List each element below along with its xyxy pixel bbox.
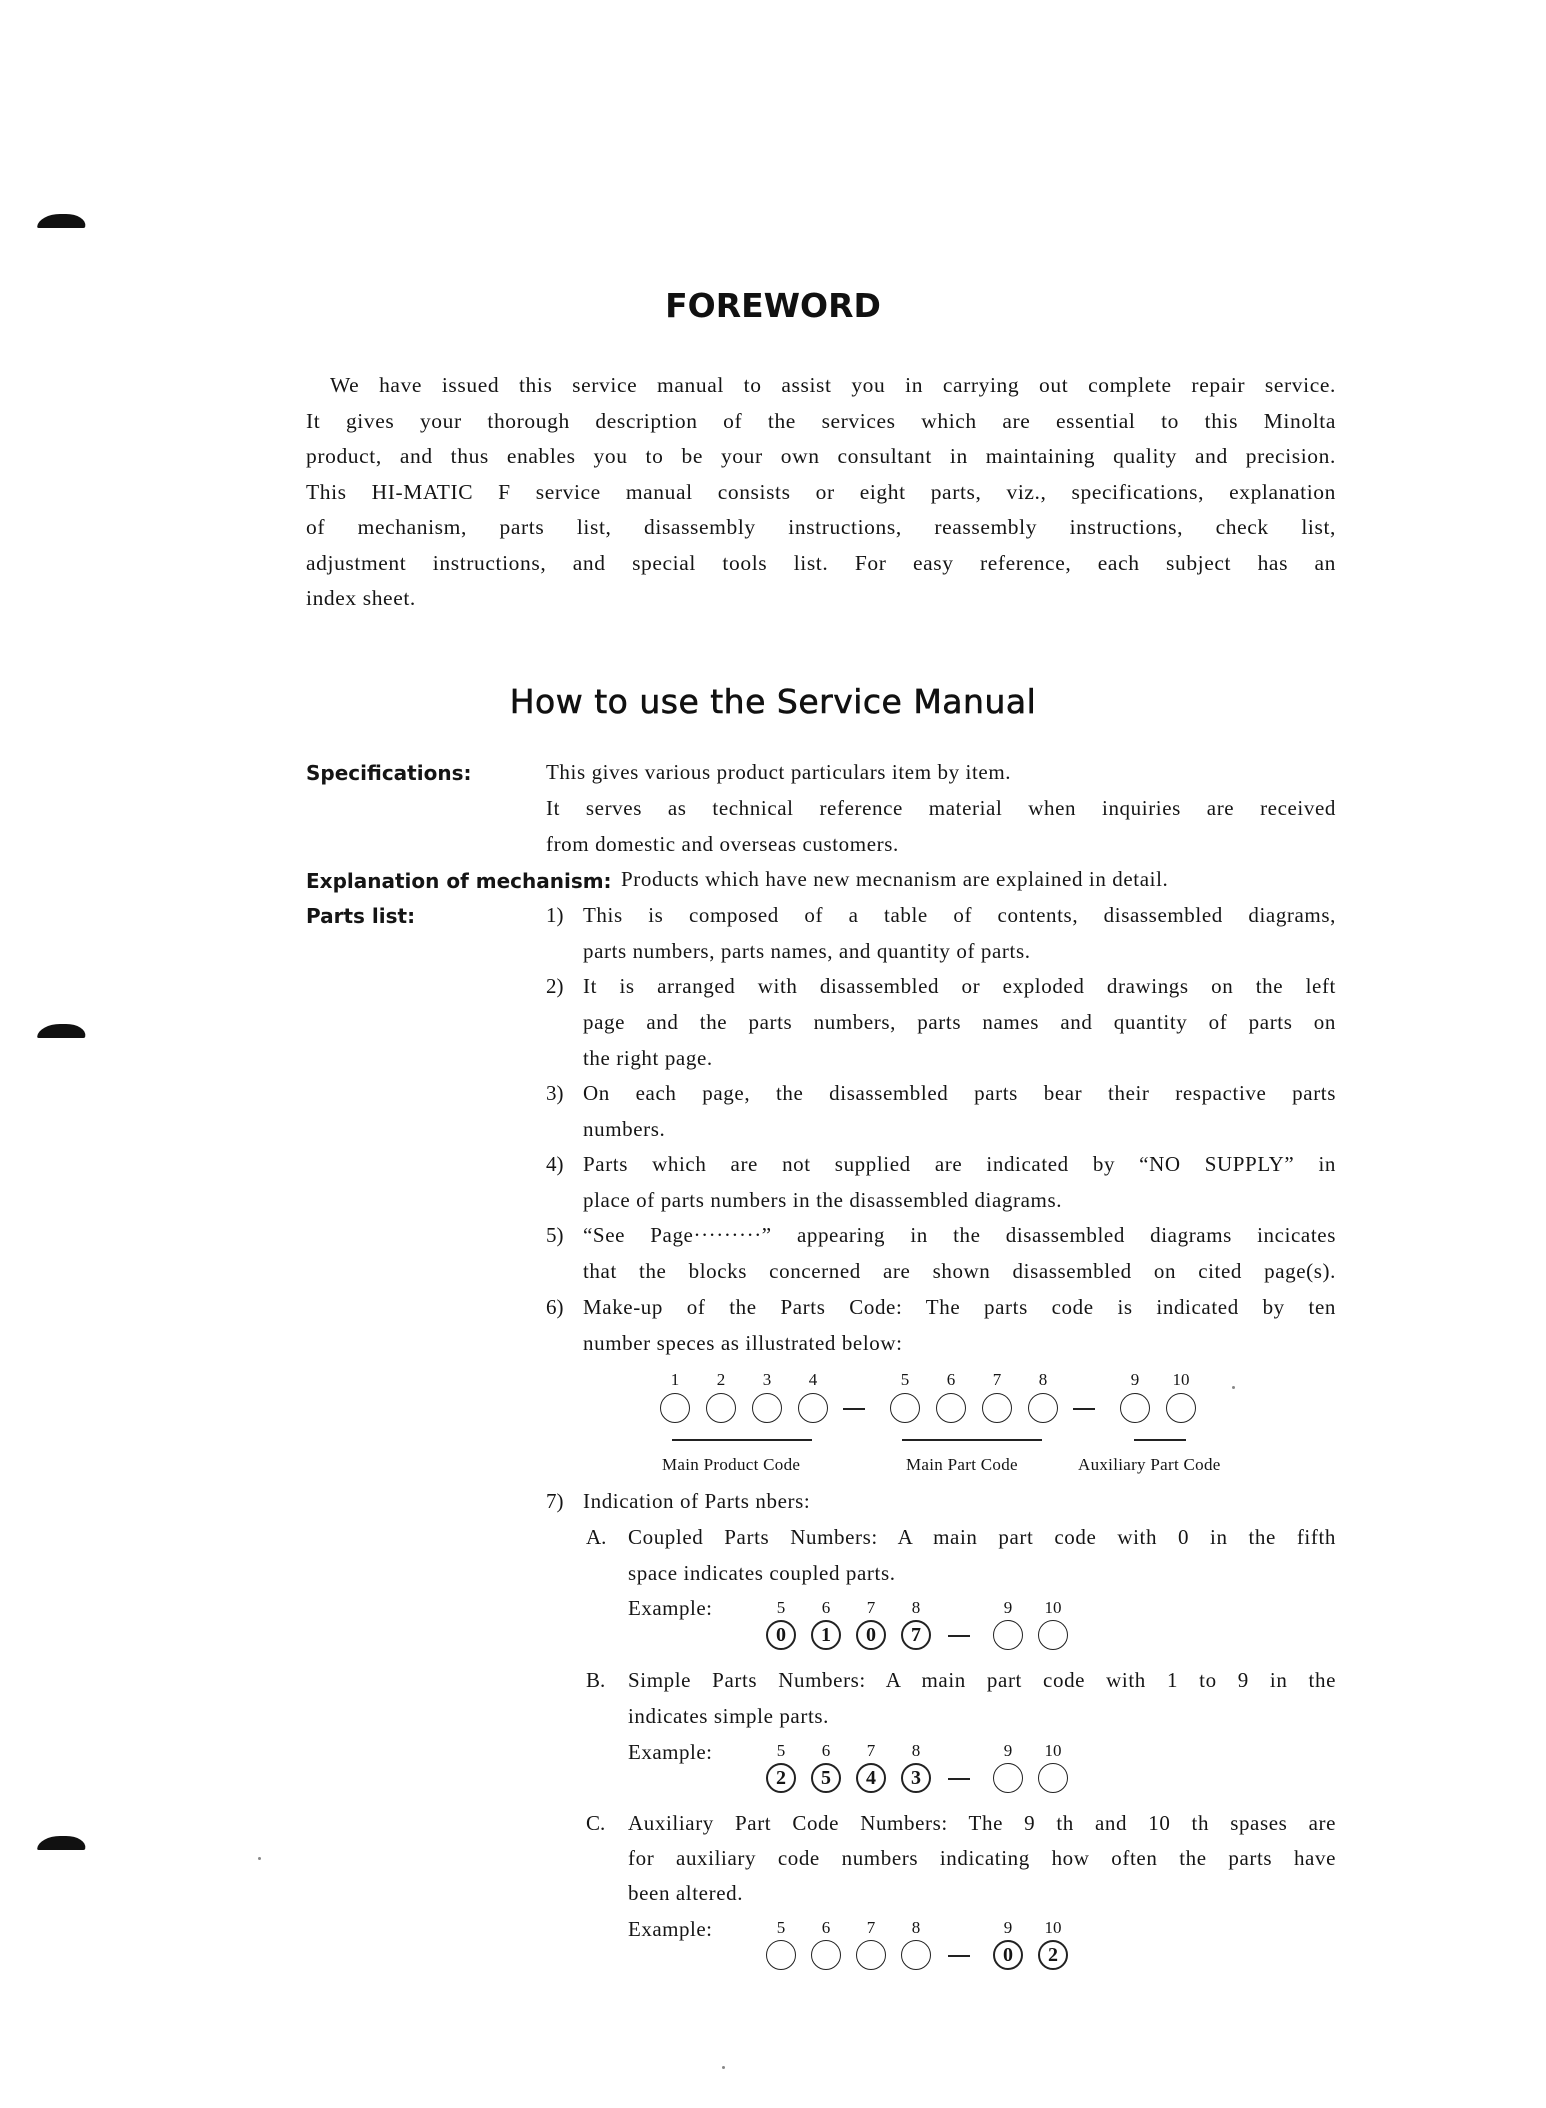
code-value-circle: 2 xyxy=(766,1763,796,1793)
specifications-line: It serves as technical reference material when inquiries are received xyxy=(546,796,1336,820)
sub-item-letter: B. xyxy=(586,1668,606,1692)
foreword-line: adjustment instructions, and special tools list. For easy reference, each subject has an xyxy=(306,550,1336,575)
item-line: Make-up of the Parts Code: The parts code is indicated by ten xyxy=(583,1295,1336,1319)
code-space-circle xyxy=(901,1940,931,1970)
code-space-circle xyxy=(1038,1620,1068,1650)
code-digit: 5 xyxy=(776,1598,786,1617)
item-line: Indication of Parts nbers: xyxy=(583,1489,811,1513)
code-digit: 9 xyxy=(1130,1370,1140,1389)
code-digit: 3 xyxy=(762,1370,772,1389)
code-digit: 8 xyxy=(911,1918,921,1937)
code-space-circle xyxy=(993,1620,1023,1650)
punch-hole-mark xyxy=(37,1836,87,1850)
item-number: 5) xyxy=(546,1223,564,1247)
example-label: Example: xyxy=(628,1596,713,1620)
foreword-body xyxy=(306,368,1336,617)
punch-hole-mark xyxy=(37,214,87,228)
code-space-circle xyxy=(798,1393,828,1423)
code-digit: 7 xyxy=(866,1598,876,1617)
code-space-circle xyxy=(890,1393,920,1423)
code-separator xyxy=(948,1955,970,1957)
code-value-circle: 5 xyxy=(811,1763,841,1793)
code-digit: 6 xyxy=(821,1918,831,1937)
sub-item-line: for auxiliary code numbers indicating how often the parts have xyxy=(628,1846,1336,1870)
code-space-circle xyxy=(752,1393,782,1423)
code-space-circle xyxy=(706,1393,736,1423)
code-group-underline xyxy=(1134,1439,1186,1441)
sub-item-line: space indicates coupled parts. xyxy=(628,1561,896,1585)
code-digit: 7 xyxy=(866,1918,876,1937)
code-value-circle: 3 xyxy=(901,1763,931,1793)
foreword-line: This HI-MATIC F service manual consists or eight parts, viz., specifications, explanation xyxy=(306,479,1336,504)
code-space-circle xyxy=(1166,1393,1196,1423)
sub-item-letter: C. xyxy=(586,1811,606,1835)
foreword-line: product, and thus enables you to be your own consultant in maintaining quality and precision. xyxy=(306,444,1336,468)
code-digit: 6 xyxy=(821,1598,831,1617)
example-label: Example: xyxy=(628,1917,713,1941)
code-value-circle: 2 xyxy=(1038,1940,1068,1970)
foreword-title: FOREWORD xyxy=(665,286,881,325)
code-digit: 10 xyxy=(1044,1741,1062,1760)
code-group-underline xyxy=(902,1439,1042,1441)
code-digit: 10 xyxy=(1044,1598,1062,1617)
foreword-line: We have issued this service manual to assist you in carrying out complete repair service. xyxy=(330,373,1336,397)
code-value-circle: 1 xyxy=(811,1620,841,1650)
code-space-circle xyxy=(1038,1763,1068,1793)
code-digit: 2 xyxy=(716,1370,726,1389)
specifications-line: from domestic and overseas customers. xyxy=(546,832,899,856)
code-space-circle xyxy=(1028,1393,1058,1423)
item-line: page and the parts numbers, parts names and quantity of parts on xyxy=(583,1010,1336,1034)
sub-item-line: been altered. xyxy=(628,1881,744,1905)
code-digit: 8 xyxy=(1038,1370,1048,1389)
code-digit: 9 xyxy=(1003,1918,1013,1937)
code-space-circle xyxy=(936,1393,966,1423)
code-space-circle xyxy=(982,1393,1012,1423)
item-number: 7) xyxy=(546,1489,564,1513)
example-label: Example: xyxy=(628,1740,713,1764)
specifications-label: Specifications: xyxy=(306,761,472,785)
foreword-line: of mechanism, parts list, disassembly instructions, reassembly instructions, check list, xyxy=(306,515,1336,539)
auxiliary-part-code-caption: Auxiliary Part Code xyxy=(1078,1455,1221,1474)
code-space-circle xyxy=(766,1940,796,1970)
specifications-line: This gives various product particulars item by item. xyxy=(546,760,1012,784)
code-value-circle: 4 xyxy=(856,1763,886,1793)
code-space-circle xyxy=(1120,1393,1150,1423)
foreword-line: It gives your thorough description of the services which are essential to this Minolta xyxy=(306,408,1336,433)
code-digit: 8 xyxy=(911,1598,921,1617)
code-space-circle xyxy=(811,1940,841,1970)
sub-item-line: indicates simple parts. xyxy=(628,1704,830,1728)
howto-title: How to use the Service Manual xyxy=(509,682,1037,721)
main-product-code-caption: Main Product Code xyxy=(662,1455,801,1474)
scan-speck xyxy=(722,2066,725,2069)
code-separator xyxy=(1073,1408,1095,1410)
item-line: parts numbers, parts names, and quantity of parts. xyxy=(583,939,1031,963)
code-separator xyxy=(843,1408,865,1410)
item-line: Parts which are not supplied are indicated by “NO SUPPLY” in xyxy=(583,1152,1336,1176)
item-number: 1) xyxy=(546,903,564,927)
sub-item-line: Auxiliary Part Code Numbers: The 9 th and 10 th spases are xyxy=(628,1811,1336,1835)
code-digit: 5 xyxy=(776,1918,786,1937)
code-digit: 6 xyxy=(821,1741,831,1760)
item-line: On each page, the disassembled parts bear their respactive parts xyxy=(583,1081,1336,1105)
code-digit: 9 xyxy=(1003,1598,1013,1617)
mechanism-text: Products which have new mecnanism are explained in detail. xyxy=(621,867,1169,891)
code-digit: 8 xyxy=(911,1741,921,1760)
code-space-circle xyxy=(660,1393,690,1423)
item-line: the right page. xyxy=(583,1046,713,1070)
code-digit: 5 xyxy=(900,1370,910,1389)
item-line: that the blocks concerned are shown disassembled on cited page(s). xyxy=(583,1259,1336,1283)
mechanism-label: Explanation of mechanism: xyxy=(306,869,612,893)
foreword-line: index sheet. xyxy=(306,586,416,610)
item-number: 4) xyxy=(546,1152,564,1176)
code-digit: 5 xyxy=(776,1741,786,1760)
code-space-circle xyxy=(856,1940,886,1970)
code-digit: 6 xyxy=(946,1370,956,1389)
parts-list-label: Parts list: xyxy=(306,904,416,928)
code-group-underline xyxy=(672,1439,812,1441)
main-part-code-caption: Main Part Code xyxy=(906,1455,1018,1474)
code-value-circle: 0 xyxy=(766,1620,796,1650)
code-value-circle: 0 xyxy=(993,1940,1023,1970)
item-line: number speces as illustrated below: xyxy=(583,1331,903,1355)
code-separator xyxy=(948,1635,970,1637)
sub-item-letter: A. xyxy=(586,1525,607,1549)
item-number: 2) xyxy=(546,974,564,998)
code-digit: 10 xyxy=(1044,1918,1062,1937)
code-space-circle xyxy=(993,1763,1023,1793)
scan-speck xyxy=(258,1857,261,1860)
code-digit: 7 xyxy=(866,1741,876,1760)
item-line: “See Page·········” appearing in the disassembled diagrams incicates xyxy=(583,1223,1336,1247)
item-line: numbers. xyxy=(583,1117,666,1141)
code-digit: 1 xyxy=(670,1370,680,1389)
code-digit: 7 xyxy=(992,1370,1002,1389)
code-digit: 10 xyxy=(1172,1370,1190,1389)
item-number: 3) xyxy=(546,1081,564,1105)
item-line: It is arranged with disassembled or exploded drawings on the left xyxy=(583,974,1336,998)
code-value-circle: 0 xyxy=(856,1620,886,1650)
code-value-circle: 7 xyxy=(901,1620,931,1650)
code-separator xyxy=(948,1778,970,1780)
sub-item-line: Simple Parts Numbers: A main part code with 1 to 9 in the xyxy=(628,1668,1336,1692)
code-digit: 9 xyxy=(1003,1741,1013,1760)
sub-item-line: Coupled Parts Numbers: A main part code with 0 in the fifth xyxy=(628,1525,1336,1549)
punch-hole-mark xyxy=(37,1024,87,1038)
item-number: 6) xyxy=(546,1295,564,1319)
item-line: This is composed of a table of contents, disassembled diagrams, xyxy=(583,903,1336,927)
scan-speck xyxy=(1232,1386,1235,1389)
item-line: place of parts numbers in the disassembled diagrams. xyxy=(583,1188,1063,1212)
code-digit: 4 xyxy=(808,1370,818,1389)
